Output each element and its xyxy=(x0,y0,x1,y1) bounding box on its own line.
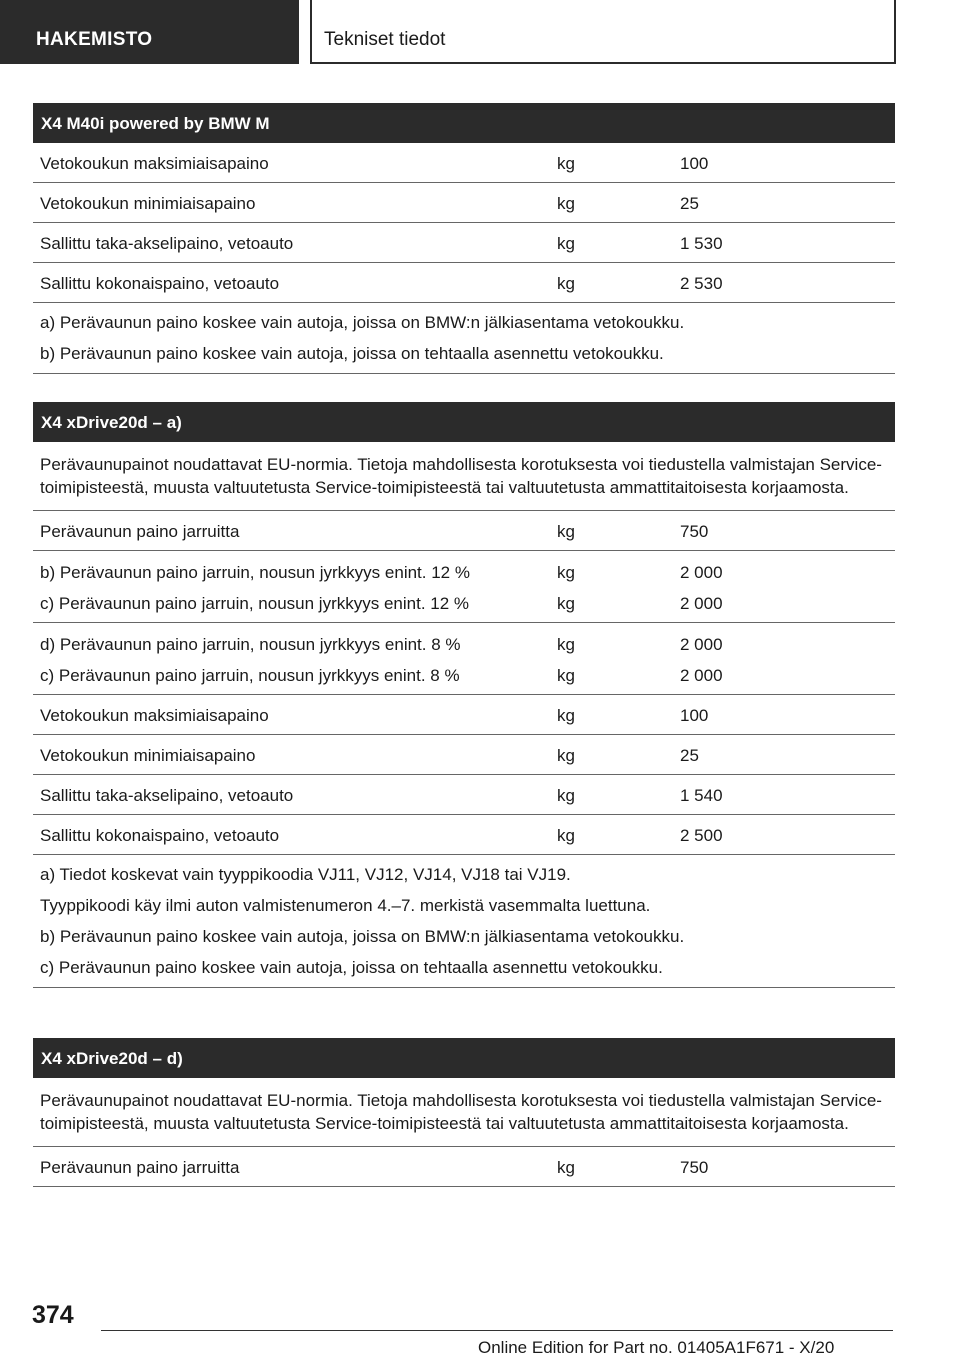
row-value xyxy=(680,623,895,694)
table-row xyxy=(33,735,895,775)
page-header xyxy=(0,0,960,66)
row-label: Perävaunun paino jarruitta xyxy=(40,522,240,541)
row-unit: kg xyxy=(557,1158,575,1177)
footnote: c) Perävaunun paino koskee vain autoja, joissa on tehtaalla asennettu vetokoukku. xyxy=(40,958,663,977)
row-label: Vetokoukun maksimiaisapaino xyxy=(40,154,269,173)
spec-table-x4-xdrive20d-a xyxy=(33,402,895,988)
row-unit xyxy=(557,551,680,622)
table-notes xyxy=(33,855,895,988)
table-title: X4 xDrive20d – a) xyxy=(33,402,895,442)
footer-divider xyxy=(101,1330,893,1331)
table-row xyxy=(33,1147,895,1187)
table-row xyxy=(33,775,895,815)
row-value: 2 530 xyxy=(680,274,723,293)
table-title: X4 xDrive20d – d) xyxy=(33,1038,895,1078)
row-value-line: 2 000 xyxy=(680,563,723,582)
table-row xyxy=(33,511,895,551)
row-value: 750 xyxy=(680,1158,709,1177)
row-label: Perävaunun paino jarruitta xyxy=(40,1158,240,1177)
row-unit: kg xyxy=(557,274,575,293)
row-label: Sallittu kokonaispaino, vetoauto xyxy=(40,274,280,293)
row-value: 25 xyxy=(680,194,699,213)
spec-table-x4-m40i xyxy=(33,103,895,374)
row-label xyxy=(33,623,557,694)
row-value: 25 xyxy=(680,746,699,765)
row-value: 100 xyxy=(680,706,709,725)
row-value: 750 xyxy=(680,522,709,541)
table-title: X4 M40i powered by BMW M xyxy=(33,103,895,143)
footnote: b) Perävaunun paino koskee vain autoja, joissa on tehtaalla asennettu vetokoukku. xyxy=(40,344,664,363)
table-row xyxy=(33,815,895,855)
table-intro: Perävaunupainot noudattavat EU-normia. Tietoja mahdollisesta korotuksesta voi tiedustella valmistajan Service-toimipisteestä, muusta valtuutetusta Service-toimipisteestä tai valtuutetusta ammattitaitoisesta korjaamosta. xyxy=(33,442,895,511)
row-value: 1 530 xyxy=(680,234,723,253)
index-tab[interactable]: HAKEMISTO xyxy=(0,0,299,64)
row-label xyxy=(33,551,557,622)
table-row xyxy=(33,551,895,623)
table-row xyxy=(33,143,895,183)
edition-text: Online Edition for Part no. 01405A1F671 - X/20 xyxy=(478,1338,835,1357)
table-row xyxy=(33,263,895,303)
row-label-line: d) Perävaunun paino jarruin, nousun jyrkkyys enint. 8 % xyxy=(40,635,461,654)
table-intro: Perävaunupainot noudattavat EU-normia. Tietoja mahdollisesta korotuksesta voi tiedustella valmistajan Service-toimipisteestä, muusta valtuutetusta Service-toimipisteestä tai valtuutetusta ammattitaitoisesta korjaamosta. xyxy=(33,1078,895,1147)
row-unit-line: kg xyxy=(557,594,575,613)
row-label-line: c) Perävaunun paino jarruin, nousun jyrkkyys enint. 8 % xyxy=(40,666,460,685)
table-row xyxy=(33,695,895,735)
row-unit: kg xyxy=(557,154,575,173)
row-unit: kg xyxy=(557,234,575,253)
row-value: 2 500 xyxy=(680,826,723,845)
row-value-line: 2 000 xyxy=(680,594,723,613)
footnote: a) Tiedot koskevat vain tyyppikoodia VJ11, VJ12, VJ14, VJ18 tai VJ19. xyxy=(40,865,571,884)
row-label: Sallittu kokonaispaino, vetoauto xyxy=(40,826,280,845)
row-label: Vetokoukun minimiaisapaino xyxy=(40,194,256,213)
row-label: Vetokoukun maksimiaisapaino xyxy=(40,706,269,725)
table-row xyxy=(33,623,895,695)
row-unit-line: kg xyxy=(557,666,575,685)
table-row xyxy=(33,223,895,263)
row-label-line: c) Perävaunun paino jarruin, nousun jyrkkyys enint. 12 % xyxy=(40,594,470,613)
row-unit: kg xyxy=(557,746,575,765)
row-value-line: 2 000 xyxy=(680,666,723,685)
footnote: b) Perävaunun paino koskee vain autoja, joissa on BMW:n jälkiasentama vetokoukku. xyxy=(40,927,685,946)
row-value: 100 xyxy=(680,154,709,173)
row-unit-line: kg xyxy=(557,635,575,654)
row-value xyxy=(680,551,895,622)
row-unit: kg xyxy=(557,194,575,213)
row-label: Sallittu taka-akselipaino, vetoauto xyxy=(40,234,294,253)
row-unit: kg xyxy=(557,786,575,805)
row-unit: kg xyxy=(557,826,575,845)
footnote: Tyyppikoodi käy ilmi auton valmistenumeron 4.–7. merkistä vasemmalta luettuna. xyxy=(40,896,651,915)
row-unit-line: kg xyxy=(557,563,575,582)
row-value-line: 2 000 xyxy=(680,635,723,654)
row-unit: kg xyxy=(557,522,575,541)
row-unit xyxy=(557,623,680,694)
row-label: Sallittu taka-akselipaino, vetoauto xyxy=(40,786,294,805)
table-notes xyxy=(33,303,895,374)
row-label-line: b) Perävaunun paino jarruin, nousun jyrkkyys enint. 12 % xyxy=(40,563,470,582)
row-unit: kg xyxy=(557,706,575,725)
footnote: a) Perävaunun paino koskee vain autoja, joissa on BMW:n jälkiasentama vetokoukku. xyxy=(40,313,685,332)
row-value: 1 540 xyxy=(680,786,723,805)
section-title: Tekniset tiedot xyxy=(310,0,896,64)
table-row xyxy=(33,183,895,223)
page-number: 374 xyxy=(32,1301,74,1329)
spec-table-x4-xdrive20d-d xyxy=(33,1038,895,1187)
row-label: Vetokoukun minimiaisapaino xyxy=(40,746,256,765)
